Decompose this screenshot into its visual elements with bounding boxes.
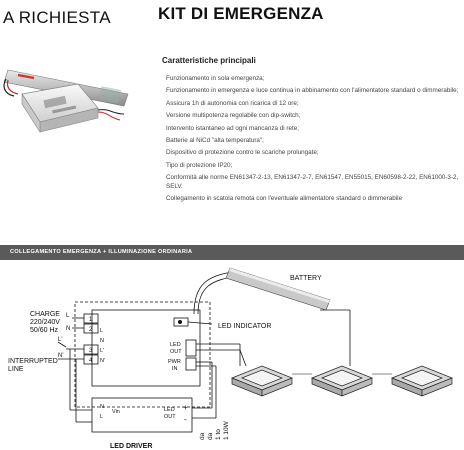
downlight-1 [232,366,292,396]
feature-item: Assicura 1h di autonomia con ricarica di 12 ore; [166,99,299,107]
module-l-label: L [100,328,104,334]
pwr-in-label-2: IN [172,366,178,372]
feature-item: Collegamento in scatola remota con l'eventuale alimentatore standard o dimmerabile [166,195,403,203]
product-image [0,52,150,142]
features-heading: Caratteristiche principali [162,56,256,65]
terminal-np-label: N' [58,353,64,359]
terminal-4-label: 4 [89,358,93,364]
downlight-3 [392,366,452,396]
driver-plus-label: + [183,403,188,412]
spec-label-2: da [207,432,214,440]
spec-label-4: 1 10W [223,421,230,440]
section-banner-text: COLLEGAMENTO EMERGENZA + ILLUMINAZIONE ORDINARIA [10,249,193,255]
driver-out-label: OUT [164,414,176,420]
led-out-label: LED [170,342,181,348]
battery-label: BATTERY [290,275,322,282]
driver-vin-label: Vin [112,409,120,415]
feature-item: Batterie al NiCd "alta temperatura"; [166,137,264,145]
feature-item: Intervento istantaneo ad ogni mancanza di rete; [166,124,300,132]
page-title: KIT DI EMERGENZA [158,4,324,23]
downlight-2 [312,366,372,396]
feature-item: Conformità alle norme EN61347-2-13, EN61347-2-7, EN61547, EN55015, EN60598-2-22, EN61000-3-2, SELV. [166,174,459,190]
terminal-lp-label: L' [58,337,63,343]
availability-tag: A RICHIESTA [3,8,111,27]
interrupted-line-label: INTERRUPTED [8,358,58,365]
driver-led-label: LED [164,407,175,413]
feature-item: Funzionamento in sola emergenza; [166,75,265,82]
feature-item: Funzionamento in emergenza e luce continua in abbinamento con l'alimentatore standard o dimmerabile; [166,87,459,95]
spec-label-1: da [199,432,206,440]
interrupted-line-label-2: LINE [8,366,24,373]
wiring-diagram [0,262,464,450]
driver-l-label: L [100,414,104,420]
module-lp-label: L' [100,348,105,354]
terminal-3-label: 3 [89,348,93,354]
pwr-in-connector [186,358,196,370]
voltage-label: 220/240V [30,319,60,326]
features-list [166,75,461,207]
spec-label-3: 1 to [215,429,222,440]
terminal-2-label: 2 [89,327,93,333]
led-indicator-dot [178,320,182,324]
emergency-module-box [92,310,200,386]
led-indicator-label: LED INDICATOR [218,323,272,330]
feature-item: Tipo di protezione IP20; [166,161,233,169]
led-out-connector [186,340,196,356]
module-np-label: N' [100,358,106,364]
led-driver-label: LED DRIVER [110,443,153,450]
feature-item: Dispositivo di protezione contro le scariche prolungate; [166,149,319,157]
terminal-l-label: L [66,313,70,319]
driver-n-label: N [100,404,104,410]
led-out-label-2: OUT [170,349,182,355]
module-n-label: N [100,338,104,344]
terminal-1-label: 1 [89,317,93,323]
terminal-n-label: N [66,326,71,332]
charge-label: CHARGE [30,311,60,318]
feature-item: Versione multipotenza regolabile con dip-switch; [166,112,301,120]
led-driver-box [92,398,192,432]
driver-minus-label: - [184,415,187,424]
junction-box-outline [75,302,210,407]
frequency-label: 50/60 Hz [30,327,59,334]
pwr-in-label: PWR [168,359,181,365]
